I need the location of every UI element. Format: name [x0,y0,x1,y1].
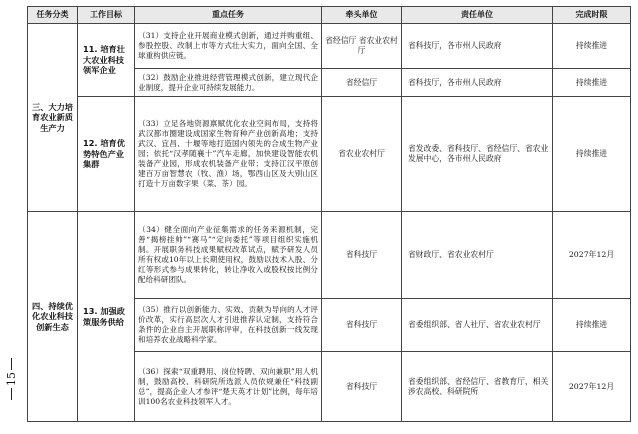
deadline-cell: 持续推进 [553,97,631,212]
table-row [28,97,631,212]
lead-cell: 省经信厅 省农业农村厅 [322,24,402,69]
responsible-cell: 省委组织部、省人社厅、省农业农村厅 [402,299,553,352]
task-cell: （34）健全面向产业征集需求的任务来源机制，完善“揭榜挂帅”“赛马”“定向委托”等项目组织实施机制。开展职务科技成果赋权改革试点，赋予研发人员所有权或10年以上长期使用权，鼓励以技术入股、分红等形式参与成果转化，转让净收入或股权按比例分配给科研团队。 [135,212,322,299]
lead-cell: 省农业农村厅 [322,97,402,212]
deadline-cell: 持续推进 [553,69,631,97]
deadline-cell: 2027年12月 [553,352,631,422]
task-table [27,6,631,422]
header-lead: 牵头单位 [322,7,402,24]
responsible-cell: 省委组织部、省经信厅、省教育厅，相关涉农高校、科研院所 [402,352,553,422]
table-row [28,212,631,299]
page-number-text: 15 [4,372,18,386]
header-task: 重点任务 [135,7,322,24]
lead-cell: 省科技厅 [322,299,402,352]
category-cell: 三、大力培育农业新质生产力 [28,24,78,212]
task-cell: （31）支持企业开展商业模式创新，通过并购重组、参股控股、改制上市等方式壮大实力，面向全国、全球重构供应链。 [135,24,322,69]
goal-cell: 13. 加强政策服务供给 [78,212,135,422]
responsible-cell: 省科技厅，各市州人民政府 [402,24,553,69]
deadline-cell: 持续推进 [553,24,631,69]
lead-cell: 省科技厅 [322,352,402,422]
table-row [28,24,631,69]
page-number-dash-top [11,358,12,370]
responsible-cell: 省发改委、省科技厅、省经信厅、省农业发展中心，各市州人民政府 [402,97,553,212]
header-category: 任务分类 [28,7,78,24]
header-responsible: 责任单位 [402,7,553,24]
header-row [28,7,631,24]
category-cell: 四、持续优化农业科技创新生态 [28,212,78,422]
lead-cell: 省经信厅 [322,69,402,97]
responsible-cell: 省科技厅，各市州人民政府 [402,69,553,97]
task-cell: （36）探索“双重聘用、岗位特聘、双向兼职”用人机制，鼓励高校、科研院所选派人员依规兼任“科技副总”，提高企业人才参评“楚天英才计划”比例，每年培训100名农业科技领军人才。 [135,352,322,422]
goal-cell: 12. 培育优势特色产业集群 [78,97,135,212]
deadline-cell: 持续推进 [553,299,631,352]
header-goal: 工作目标 [78,7,135,24]
page-number [4,356,18,402]
responsible-cell: 省财政厅、省农业农村厅 [402,212,553,299]
task-cell: （35）推行以创新能力、实效、贡献为导向的人才评价改革，实行高层次人才引进推荐认定制，支持符合条件的企业自主开展职称评审，在科技创新一线发现和培养农业战略科学家。 [135,299,322,352]
task-cell: （33）立足各地资源禀赋优化农业空间布局，支持将武汉都市圈建设成国家生物育种产业创新高地；支持武汉、宜昌、十堰等地打造国内领先的合成生物产业园；依托“汉孝随襄十”汽车走廊，加快建设智能农机装备产业园，形成农机装备产业带；支持江汉平原创建百万亩智慧农（牧、渔）场，鄂西山区及大别山区打造十万亩数字果（菜、茶）园。 [135,97,322,212]
lead-cell: 省科技厅 [322,212,402,299]
page-number-dash-bottom [11,388,12,400]
goal-cell: 11. 培育壮大农业科技领军企业 [78,24,135,97]
task-cell: （32）鼓励企业推进经营管理模式创新，建立现代企业制度，提升企业可持续发展能力。 [135,69,322,97]
header-deadline: 完成时限 [553,7,631,24]
deadline-cell: 2027年12月 [553,212,631,299]
